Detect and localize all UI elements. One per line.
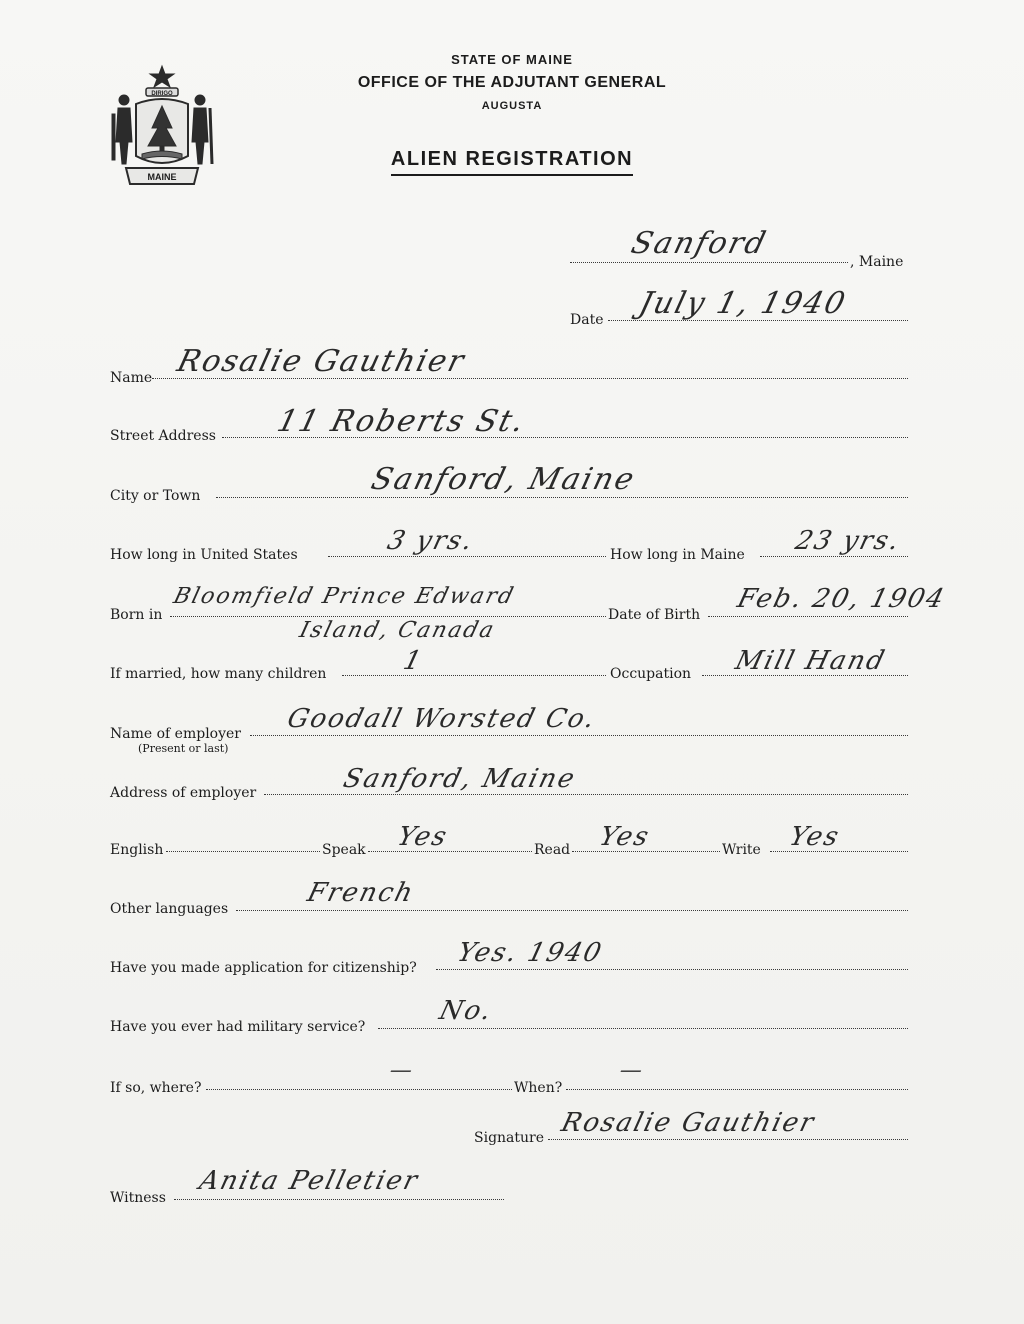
employer-address-line	[264, 794, 908, 795]
date-label: Date	[570, 312, 604, 328]
signature-line	[548, 1139, 908, 1140]
street-label: Street Address	[110, 428, 216, 444]
employer-line	[250, 735, 908, 736]
employer-address-label: Address of employer	[110, 785, 257, 801]
military-value: No.	[436, 996, 496, 1026]
where-value: —	[386, 1058, 418, 1083]
where-line	[206, 1089, 512, 1090]
military-line	[378, 1028, 908, 1029]
employer-label: Name of employer	[110, 726, 241, 742]
dob-value: Feb. 20, 1904	[734, 584, 949, 614]
children-value: 1	[400, 646, 427, 676]
employer-sublabel: (Present or last)	[138, 742, 229, 755]
seal-motto: DIRIGO	[151, 91, 173, 97]
children-line	[342, 675, 606, 676]
city-label: City or Town	[110, 488, 201, 504]
english-line	[166, 851, 320, 852]
born-line	[170, 616, 606, 617]
read-label: Read	[534, 842, 571, 858]
maine-stay-line	[760, 556, 908, 557]
speak-label: Speak	[322, 842, 366, 858]
when-label: When?	[514, 1080, 563, 1096]
employer-value: Goodall Worsted Co.	[284, 704, 600, 734]
town-value: Sanford	[627, 226, 771, 261]
occupation-label: Occupation	[610, 666, 692, 682]
employer-address-value: Sanford, Maine	[340, 764, 580, 794]
read-value: Yes	[596, 822, 654, 852]
born-label: Born in	[110, 607, 163, 623]
header-state: STATE OF MAINE	[451, 52, 573, 67]
write-value: Yes	[786, 822, 844, 852]
maine-stay-label: How long in Maine	[610, 547, 745, 563]
name-label: Name	[110, 370, 153, 386]
city-value: Sanford, Maine	[367, 462, 640, 497]
english-label: English	[110, 842, 164, 858]
born-value: Bloomfield Prince Edward	[170, 584, 518, 609]
town-suffix: , Maine	[850, 254, 904, 270]
us-stay-value: 3 yrs.	[384, 526, 478, 556]
other-languages-label: Other languages	[110, 901, 229, 917]
speak-line	[368, 851, 532, 852]
maine-state-seal-icon	[108, 64, 216, 188]
town-line	[570, 262, 848, 263]
write-label: Write	[722, 842, 761, 858]
date-value: July 1, 1940	[635, 286, 851, 321]
header-office: OFFICE OF THE ADJUTANT GENERAL	[357, 74, 667, 91]
when-value: —	[616, 1058, 648, 1083]
name-value: Rosalie Gauthier	[173, 344, 470, 379]
other-languages-value: French	[304, 878, 418, 908]
header-city: AUGUSTA	[481, 100, 543, 112]
citizenship-line	[436, 969, 908, 970]
other-languages-line	[236, 910, 908, 911]
when-line	[566, 1089, 908, 1090]
seal-banner: MAINE	[147, 172, 177, 182]
dob-line	[708, 616, 908, 617]
speak-value: Yes	[394, 822, 452, 852]
children-label: If married, how many children	[110, 666, 327, 682]
dob-label: Date of Birth	[608, 607, 701, 623]
witness-line	[174, 1199, 504, 1200]
signature-label: Signature	[474, 1130, 545, 1146]
signature-value: Rosalie Gauthier	[558, 1108, 819, 1138]
occupation-value: Mill Hand	[732, 646, 890, 676]
witness-label: Witness	[110, 1190, 166, 1206]
maine-stay-value: 23 yrs.	[792, 526, 904, 556]
citizenship-value: Yes. 1940	[454, 938, 607, 968]
us-stay-label: How long in United States	[110, 547, 298, 563]
where-label: If so, where?	[110, 1080, 202, 1096]
citizenship-label: Have you made application for citizenship?	[110, 960, 417, 976]
street-value: 11 Roberts St.	[273, 404, 530, 439]
us-stay-line	[328, 556, 606, 557]
city-line	[216, 497, 908, 498]
born-value-line2: Island, Canada	[296, 618, 498, 643]
witness-value: Anita Pelletier	[196, 1166, 423, 1196]
form-title-text: ALIEN REGISTRATION	[391, 148, 633, 176]
military-label: Have you ever had military service?	[110, 1019, 366, 1035]
